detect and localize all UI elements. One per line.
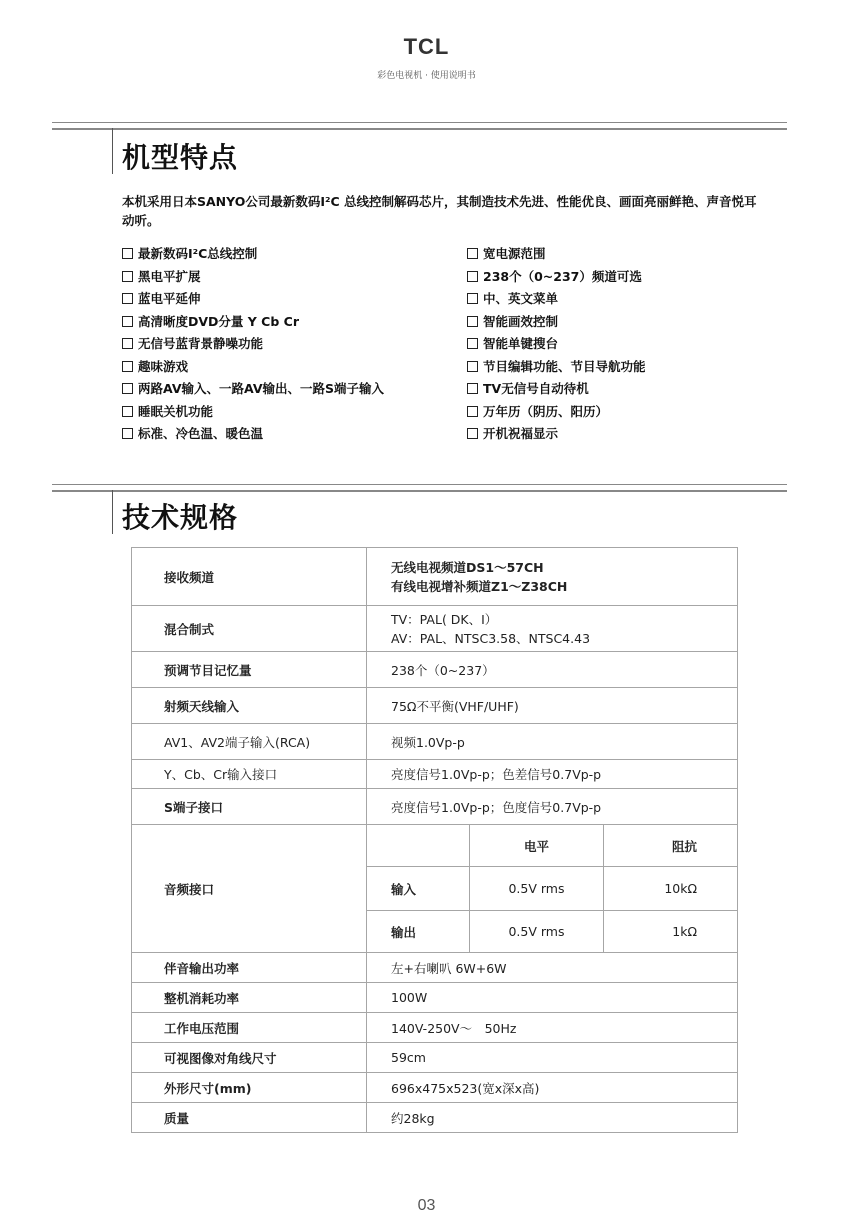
- spec-label: 可视图像对角线尺寸: [132, 1043, 367, 1073]
- audio-header-level: 电平: [470, 825, 604, 867]
- checkbox-icon: [467, 271, 478, 282]
- spec-value: 左+右喇叭 6W+6W: [367, 953, 738, 983]
- spec-label: 伴音输出功率: [132, 953, 367, 983]
- section-bar: [112, 490, 113, 534]
- spec-label: 混合制式: [132, 606, 367, 652]
- table-row: [132, 1043, 738, 1073]
- table-row: [132, 983, 738, 1013]
- audio-header-blank: [367, 825, 470, 867]
- section-divider: [52, 122, 787, 130]
- table-row: [132, 1073, 738, 1103]
- feature-item: 最新数码I²C总线控制: [122, 243, 384, 266]
- section-divider: [52, 484, 787, 492]
- spec-value: 238个（0~237）: [367, 652, 738, 688]
- checkbox-icon: [467, 338, 478, 349]
- feature-item: 238个（0~237）频道可选: [467, 266, 646, 289]
- table-row: [132, 825, 738, 867]
- feature-item: 宽电源范围: [467, 243, 646, 266]
- feature-item: TV无信号自动待机: [467, 378, 646, 401]
- checkbox-icon: [122, 338, 133, 349]
- spec-label: 质量: [132, 1103, 367, 1133]
- checkbox-icon: [467, 361, 478, 372]
- feature-item: 中、英文菜单: [467, 288, 646, 311]
- spec-value: 140V-250V～ 50Hz: [367, 1013, 738, 1043]
- checkbox-icon: [122, 428, 133, 439]
- spec-table: [131, 547, 738, 1133]
- audio-row-level: 0.5V rms: [470, 867, 604, 911]
- table-row: [132, 760, 738, 789]
- feature-item: 黑电平扩展: [122, 266, 384, 289]
- table-row: [132, 789, 738, 825]
- table-row: [132, 548, 738, 606]
- feature-item: 智能画效控制: [467, 311, 646, 334]
- spec-value: 亮度信号1.0Vp-p；色度信号0.7Vp-p: [367, 789, 738, 825]
- spec-value: 696x475x523(宽x深x高): [367, 1073, 738, 1103]
- feature-item: 趣味游戏: [122, 356, 384, 379]
- spec-value: 约28kg: [367, 1103, 738, 1133]
- spec-label: S端子接口: [132, 789, 367, 825]
- spec-label: Y、Cb、Cr输入接口: [132, 760, 367, 789]
- checkbox-icon: [122, 271, 133, 282]
- spec-label: 整机消耗功率: [132, 983, 367, 1013]
- checkbox-icon: [467, 383, 478, 394]
- feature-item: 蓝电平延伸: [122, 288, 384, 311]
- spec-value: 59cm: [367, 1043, 738, 1073]
- spec-label: 接收频道: [132, 548, 367, 606]
- checkbox-icon: [122, 406, 133, 417]
- specs-title: 技术规格: [122, 501, 239, 534]
- spec-label: 外形尺寸(mm): [132, 1073, 367, 1103]
- feature-item: 无信号蓝背景静噪功能: [122, 333, 384, 356]
- checkbox-icon: [467, 316, 478, 327]
- feature-item: 万年历（阴历、阳历）: [467, 401, 646, 424]
- feature-item: 两路AV输入、一路AV输出、一路S端子输入: [122, 378, 384, 401]
- spec-value: 亮度信号1.0Vp-p；色差信号0.7Vp-p: [367, 760, 738, 789]
- checkbox-icon: [122, 383, 133, 394]
- features-intro: 本机采用日本SANYO公司最新数码I²C 总线控制解码芯片，其制造技术先进、性能优良、画面亮丽鲜艳、声音悦耳动听。: [122, 194, 757, 228]
- brand-logo: TCL: [403, 34, 450, 59]
- spec-label: 射频天线输入: [132, 688, 367, 724]
- feature-item: 智能单键搜台: [467, 333, 646, 356]
- spec-label: 预调节目记忆量: [132, 652, 367, 688]
- table-row: [132, 1103, 738, 1133]
- audio-row-impedance: 10kΩ: [604, 867, 738, 911]
- feature-item: 开机祝福显示: [467, 423, 646, 446]
- spec-value: 无线电视频道DS1～57CH 有线电视增补频道Z1～Z38CH: [367, 548, 738, 606]
- spec-label: AV1、AV2端子输入(RCA): [132, 724, 367, 760]
- checkbox-icon: [122, 293, 133, 304]
- audio-row-name: 输出: [367, 911, 470, 953]
- features-right-list: [467, 243, 646, 446]
- audio-header-impedance: 阻抗: [604, 825, 738, 867]
- page-number: 03: [417, 1197, 436, 1214]
- table-row: [132, 953, 738, 983]
- spec-value: 视频1.0Vp-p: [367, 724, 738, 760]
- spec-value: 75Ω不平衡(VHF/UHF): [367, 688, 738, 724]
- spec-value: 100W: [367, 983, 738, 1013]
- features-left-list: [122, 243, 384, 446]
- audio-row-level: 0.5V rms: [470, 911, 604, 953]
- audio-row-name: 输入: [367, 867, 470, 911]
- checkbox-icon: [467, 406, 478, 417]
- section-bar: [112, 128, 113, 174]
- feature-item: 节目编辑功能、节目导航功能: [467, 356, 646, 379]
- feature-item: 高清晰度DVD分量 Y Cb Cr: [122, 311, 384, 334]
- table-row: [132, 724, 738, 760]
- spec-label: 工作电压范围: [132, 1013, 367, 1043]
- table-row: [132, 1013, 738, 1043]
- features-title: 机型特点: [122, 141, 239, 174]
- checkbox-icon: [467, 428, 478, 439]
- audio-row-impedance: 1kΩ: [604, 911, 738, 953]
- table-row: [132, 606, 738, 652]
- feature-item: 标准、冷色温、暖色温: [122, 423, 384, 446]
- checkbox-icon: [467, 248, 478, 259]
- spec-label: 音频接口: [132, 825, 367, 953]
- checkbox-icon: [122, 361, 133, 372]
- checkbox-icon: [467, 293, 478, 304]
- checkbox-icon: [122, 248, 133, 259]
- table-row: [132, 688, 738, 724]
- manual-subtitle: 彩色电视机 · 使用说明书: [377, 71, 476, 81]
- checkbox-icon: [122, 316, 133, 327]
- feature-item: 睡眠关机功能: [122, 401, 384, 424]
- spec-value: TV：PAL( DK、I） AV：PAL、NTSC3.58、NTSC4.43: [367, 606, 738, 652]
- table-row: [132, 652, 738, 688]
